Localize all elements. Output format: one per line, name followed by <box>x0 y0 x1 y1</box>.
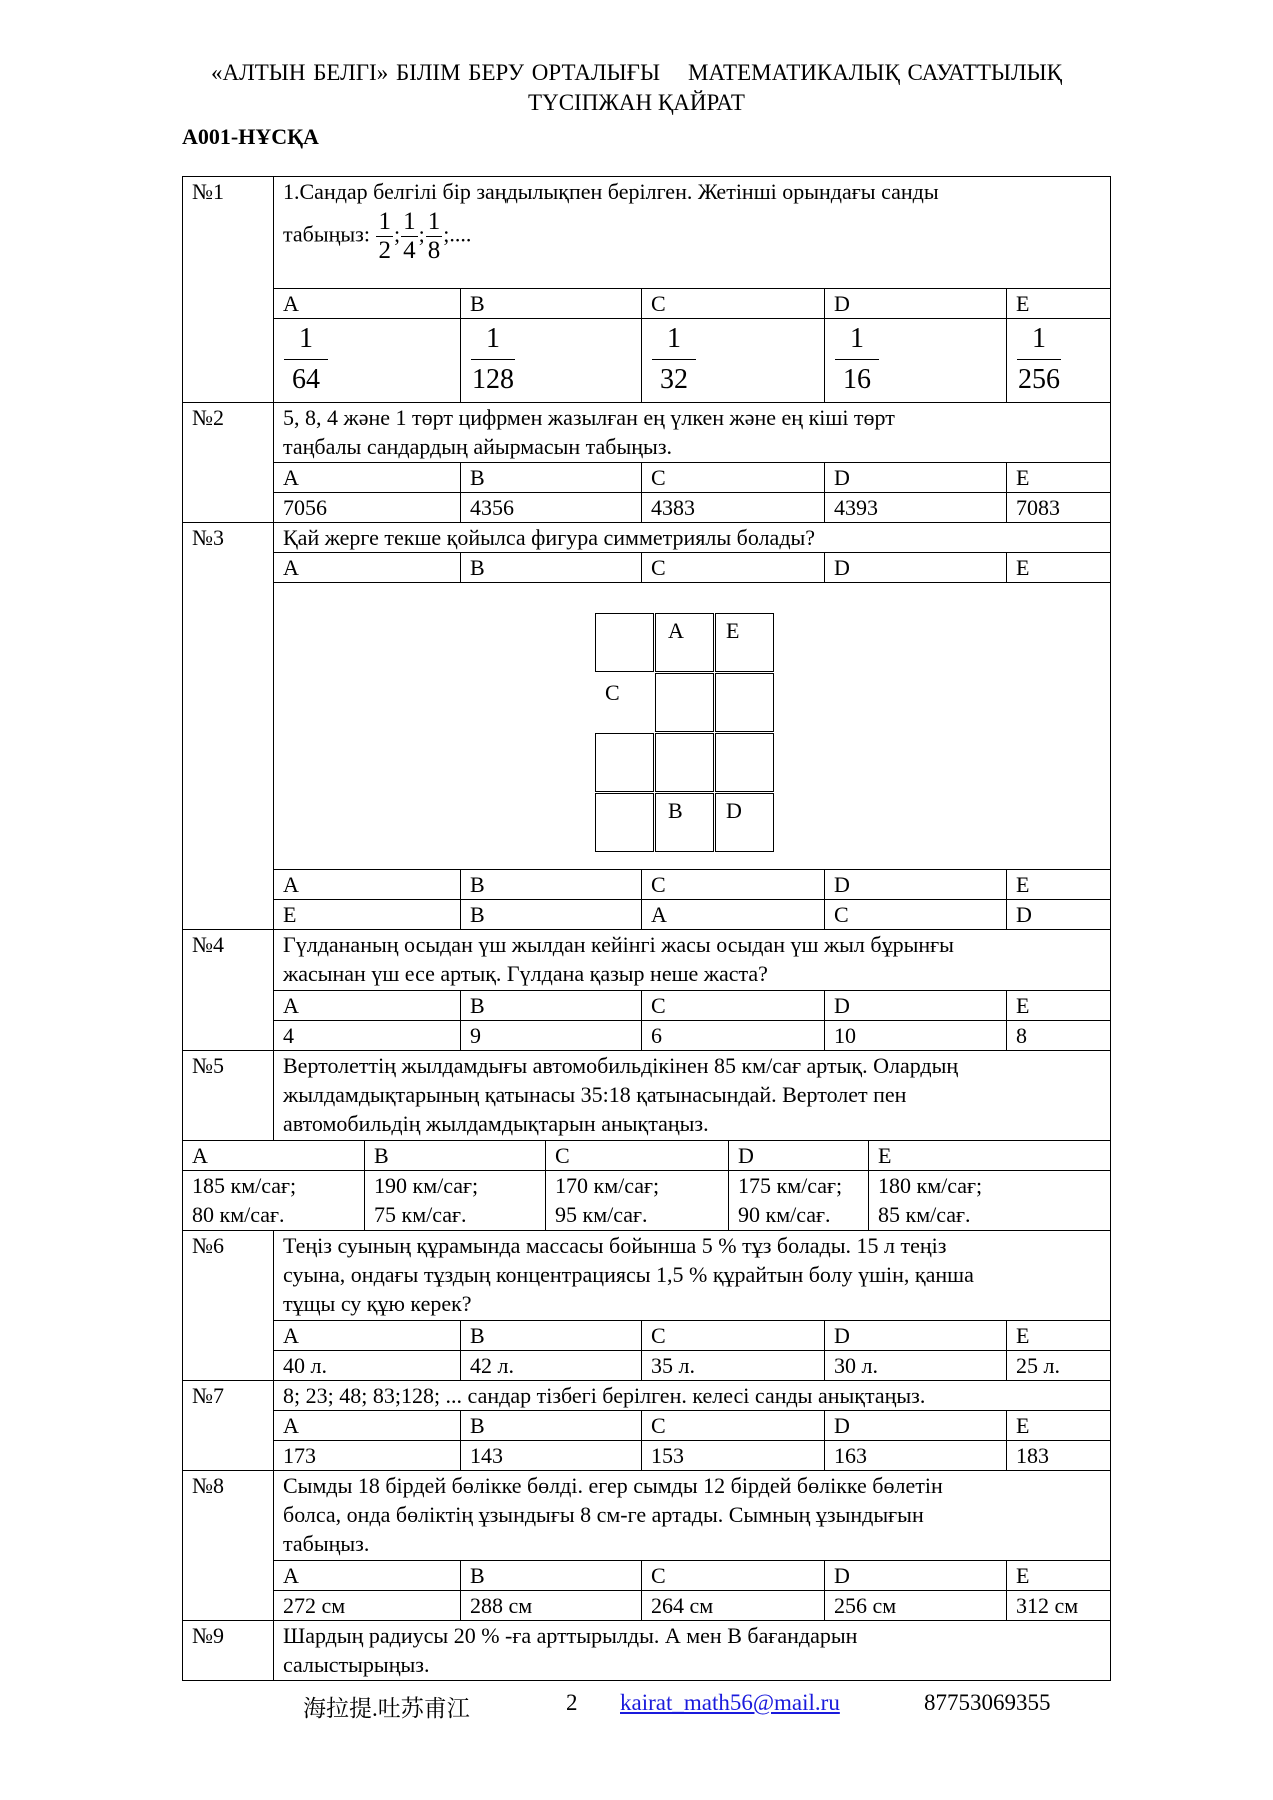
q8-answer-b: 288 см <box>461 1591 642 1621</box>
figure-label-c: C <box>605 680 620 705</box>
q2-label-c: C <box>642 463 825 493</box>
q3-answer-d: C <box>825 900 1007 930</box>
q2-text: 5, 8, 4 және 1 төрт цифрмен жазылған ең үлкен және ең кіші төрт таңбалы сандардың айырмасын табыңыз. <box>274 403 1111 463</box>
subject-name: МАТЕМАТИКАЛЫҚ САУАТТЫЛЫҚ <box>688 60 1062 85</box>
q7-answer-b: 143 <box>461 1441 642 1471</box>
q6-label-b: B <box>461 1321 642 1351</box>
q5-answer-e: 180 км/сағ; 85 км/сағ. <box>869 1171 1111 1231</box>
q5-number: №5 <box>183 1051 274 1141</box>
q1-answer-b: $\frac{1}{128}$ <box>461 319 642 403</box>
q2-label-e: E <box>1007 463 1111 493</box>
q8-number: №8 <box>183 1471 274 1621</box>
q6-text: Теңіз суының құрамында массасы бойынша 5 % тұз болады. 15 л теңіз суына, ондағы тұздың концентрациясы 1,5 % құрайтын болу үшін, қанша тұщы су құю керек? <box>274 1231 1111 1321</box>
q1-text <box>274 177 1111 289</box>
q7-label-e: E <box>1007 1411 1111 1441</box>
q2-answer-d: 4393 <box>825 493 1007 523</box>
q7-answer-a: 173 <box>274 1441 461 1471</box>
questions-table <box>182 176 1111 1681</box>
q5-label-b: B <box>365 1141 546 1171</box>
q8-label-d: D <box>825 1561 1007 1591</box>
q8-label-b: B <box>461 1561 642 1591</box>
q7-answer-c: 153 <box>642 1441 825 1471</box>
q8-answer-e: 312 см <box>1007 1591 1111 1621</box>
q3-label-c: C <box>642 553 825 583</box>
q6-answer-e: 25 л. <box>1007 1351 1111 1381</box>
q4-label-d: D <box>825 991 1007 1021</box>
q7-answer-e: 183 <box>1007 1441 1111 1471</box>
q1-label-d: D <box>825 289 1007 319</box>
q7-label-a: A <box>274 1411 461 1441</box>
header-line-1 <box>0 60 1273 86</box>
q5-label-d: D <box>729 1141 869 1171</box>
q9-text: Шардың радиусы 20 % -ға арттырылды. А мен В бағандарын салыстырыңыз. <box>274 1621 1111 1681</box>
q7-label-b: B <box>461 1411 642 1441</box>
q1-answer-a: $\frac{1}{64}$ <box>274 319 461 403</box>
q1-instruction: табыңыз: <box>283 221 370 247</box>
q2-label-b: B <box>461 463 642 493</box>
q2-number: №2 <box>183 403 274 523</box>
footer-name: 海拉提.吐苏甫江 <box>303 1696 470 1721</box>
q3-label-b: B <box>461 553 642 583</box>
q3-label-a: A <box>274 553 461 583</box>
q6-answer-a: 40 л. <box>274 1351 461 1381</box>
q6-answer-c: 35 л. <box>642 1351 825 1381</box>
q3-label-a2: A <box>274 870 461 900</box>
q3-label-d2: D <box>825 870 1007 900</box>
q3-figure-cell <box>274 583 1111 870</box>
q6-label-c: C <box>642 1321 825 1351</box>
q2-answer-c: 4383 <box>642 493 825 523</box>
q6-answer-b: 42 л. <box>461 1351 642 1381</box>
q8-label-e: E <box>1007 1561 1111 1591</box>
q1-sep: ; <box>418 221 425 247</box>
q3-answer-b: B <box>461 900 642 930</box>
q3-number: №3 <box>183 523 274 930</box>
q6-number: №6 <box>183 1231 274 1381</box>
q1-tail: ;.... <box>443 221 472 247</box>
q7-number: №7 <box>183 1381 274 1471</box>
q8-answer-d: 256 см <box>825 1591 1007 1621</box>
cube-figure <box>595 613 777 853</box>
q4-answer-e: 8 <box>1007 1021 1111 1051</box>
footer-email-link[interactable]: kairat_math56@mail.ru <box>620 1690 840 1715</box>
figure-label-e: E <box>726 618 740 643</box>
q3-answer-c: A <box>642 900 825 930</box>
q7-label-c: C <box>642 1411 825 1441</box>
q3-answer-e: D <box>1007 900 1111 930</box>
q2-label-a: A <box>274 463 461 493</box>
q3-text: Қай жерге текше қойылса фигура симметриялы болады? <box>274 523 1111 553</box>
q4-label-a: A <box>274 991 461 1021</box>
q1-seq-frac: $\frac{1}{4}$ <box>403 208 416 264</box>
q4-answer-b: 9 <box>461 1021 642 1051</box>
q6-answer-d: 30 л. <box>825 1351 1007 1381</box>
q2-answer-e: 7083 <box>1007 493 1111 523</box>
q5-label-e: E <box>869 1141 1111 1171</box>
q4-answer-a: 4 <box>274 1021 461 1051</box>
q1-label-a: A <box>274 289 461 319</box>
q4-label-c: C <box>642 991 825 1021</box>
q7-answer-d: 163 <box>825 1441 1007 1471</box>
figure-label-d: D <box>726 798 742 823</box>
q5-answer-a: 185 км/сағ; 80 км/сағ. <box>183 1171 365 1231</box>
q1-seq-frac: $\frac{1}{2}$ <box>378 208 391 264</box>
q1-label-c: C <box>642 289 825 319</box>
q1-sep: ; <box>393 221 401 247</box>
page-number: 2 <box>566 1690 578 1715</box>
q6-label-d: D <box>825 1321 1007 1351</box>
q4-answer-d: 10 <box>825 1021 1007 1051</box>
q3-label-e: E <box>1007 553 1111 583</box>
q4-label-e: E <box>1007 991 1111 1021</box>
q7-text: 8; 23; 48; 83;128; ... сандар тізбегі берілген. келесі санды анықтаңыз. <box>274 1381 1111 1411</box>
q3-label-e2: E <box>1007 870 1111 900</box>
q1-label-b: B <box>461 289 642 319</box>
q1-number: №1 <box>183 177 274 403</box>
q6-label-a: A <box>274 1321 461 1351</box>
center-name: «АЛТЫН БЕЛГІ» БІЛІМ БЕРУ ОРТАЛЫҒЫ <box>211 60 661 85</box>
figure-label-a: A <box>668 618 684 643</box>
q5-label-a: A <box>183 1141 365 1171</box>
q5-text: Вертолеттің жылдамдығы автомобильдікінен 85 км/сағ артық. Олардың жылдамдықтарының қатынасы 35:18 қатынасындай. Вертолет пен автомобильдің жылдамдықтарын анықтаңыз. <box>274 1051 1111 1141</box>
variant-title: А001-НҰСҚА <box>182 124 319 149</box>
q3-label-c2: C <box>642 870 825 900</box>
q9-number: №9 <box>183 1621 274 1681</box>
q5-answer-b: 190 км/сағ; 75 км/сағ. <box>365 1171 546 1231</box>
q2-answer-b: 4356 <box>461 493 642 523</box>
q5-answer-d: 175 км/сағ; 90 км/сағ. <box>729 1171 869 1231</box>
footer-phone: 87753069355 <box>924 1690 1051 1715</box>
q5-answer-c: 170 км/сағ; 95 км/сағ. <box>546 1171 729 1231</box>
q4-number: №4 <box>183 930 274 1051</box>
q6-label-e: E <box>1007 1321 1111 1351</box>
q3-answer-a: E <box>274 900 461 930</box>
author-name: ТҮСІПЖАН ҚАЙРАТ <box>528 90 745 115</box>
q1-answer-c: $\frac{1}{32}$ <box>642 319 825 403</box>
q8-text: Сымды 18 бірдей бөлікке бөлді. егер сымды 12 бірдей бөлікке бөлетін болса, онда бөліктің ұзындығы 8 см-ге артады. Сымның ұзындығын табыңыз. <box>274 1471 1111 1561</box>
q1-sequence <box>283 208 1110 265</box>
q8-answer-c: 264 см <box>642 1591 825 1621</box>
q4-answer-c: 6 <box>642 1021 825 1051</box>
q1-answer-e: $\frac{1}{256}$ <box>1007 319 1111 403</box>
q8-answer-a: 272 см <box>274 1591 461 1621</box>
q1-answer-d: $\frac{1}{16}$ <box>825 319 1007 403</box>
q4-label-b: B <box>461 991 642 1021</box>
q5-label-c: C <box>546 1141 729 1171</box>
q2-label-d: D <box>825 463 1007 493</box>
q8-label-c: C <box>642 1561 825 1591</box>
q3-label-b2: B <box>461 870 642 900</box>
q7-label-d: D <box>825 1411 1007 1441</box>
q1-seq-frac: $\frac{1}{8}$ <box>427 208 441 264</box>
q2-answer-a: 7056 <box>274 493 461 523</box>
q3-label-d: D <box>825 553 1007 583</box>
q4-text: Гүлдананың осыдан үш жылдан кейінгі жасы осыдан үш жыл бұрынғы жасынан үш есе артық. Гүлдана қазыр неше жаста? <box>274 930 1111 991</box>
q1-text-line: 1.Сандар белгілі бір заңдылықпен берілген. Жетінші орындағы санды <box>283 179 939 204</box>
q1-label-e: E <box>1007 289 1111 319</box>
figure-label-b: B <box>668 798 683 823</box>
q8-label-a: A <box>274 1561 461 1591</box>
